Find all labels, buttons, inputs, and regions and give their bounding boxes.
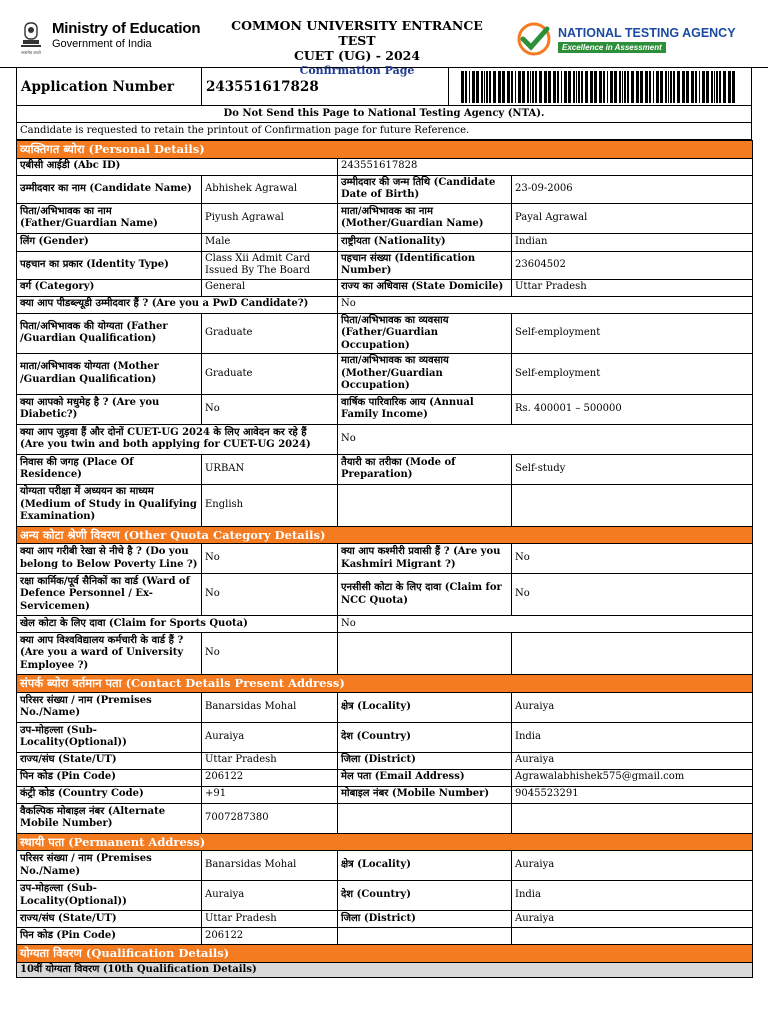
- ministry-title: Ministry of Education: [52, 20, 201, 37]
- field-value: Auraiya: [512, 911, 753, 928]
- field-label: निवास की जगह (Place Of Residence): [17, 454, 202, 484]
- field-value: Auraiya: [512, 752, 753, 769]
- field-value: No: [338, 296, 753, 313]
- field-label: मेल पता (Email Address): [338, 769, 512, 786]
- nta-check-icon: [514, 22, 554, 56]
- application-number-value: 243551617828: [202, 68, 449, 105]
- field-value: URBAN: [202, 454, 338, 484]
- field-value: 206122: [202, 769, 338, 786]
- table-row: [17, 313, 753, 354]
- table-row: [17, 175, 753, 203]
- table-row: [17, 251, 753, 279]
- field-value: No: [338, 616, 753, 633]
- field-label: मोबाइल नंबर (Mobile Number): [338, 786, 512, 803]
- table-row: [17, 786, 753, 803]
- field-label: उम्मीदवार का नाम (Candidate Name): [17, 175, 202, 203]
- table-row: [17, 803, 753, 833]
- field-label: देश (Country): [338, 722, 512, 752]
- field-value: Auraiya: [202, 722, 338, 752]
- field-value: India: [512, 881, 753, 911]
- field-label: लिंग (Gender): [17, 233, 202, 251]
- field-label: क्या आप जुड़वा हैं और दोनों CUET-UG 2024 के लिए आवेदन कर रहे हैं (Are you twin and both applying for CUET-UG 2024): [17, 424, 338, 454]
- table-row: [17, 574, 753, 616]
- field-label: एनसीसी कोटा के लिए दावा (Claim for NCC Quota): [338, 574, 512, 616]
- field-value: Auraiya: [512, 692, 753, 722]
- field-value: Graduate: [202, 354, 338, 395]
- field-label: क्या आप पीडब्ल्यूडी उम्मीदवार हैं ? (Are you a PwD Candidate?): [17, 296, 338, 313]
- field-label: क्या आप विश्वविद्यालय कर्मचारी के वार्ड हैं ? (Are you a ward of University Employee ?): [17, 633, 202, 675]
- field-value: Indian: [512, 233, 753, 251]
- field-label: पिता/अभिभावक की योग्यता (Father /Guardian Qualification): [17, 313, 202, 354]
- field-label: पहचान का प्रकार (Identity Type): [17, 251, 202, 279]
- field-value: India: [512, 722, 753, 752]
- table-row: [17, 279, 753, 296]
- field-value: Abhishek Agrawal: [202, 175, 338, 203]
- field-value: Piyush Agrawal: [202, 203, 338, 233]
- field-label: क्या आपको मधुमेह है ? (Are you Diabetic?): [17, 394, 202, 424]
- table-row: [17, 752, 753, 769]
- field-value: Agrawalabhishek575@gmail.com: [512, 769, 753, 786]
- table-row: [17, 851, 753, 881]
- field-label: राज्य/संघ (State/UT): [17, 752, 202, 769]
- ministry-logo: [18, 20, 200, 56]
- field-label: माता/अभिभावक का नाम (Mother/Guardian Name): [338, 203, 512, 233]
- svg-text:सत्यमेव जयते: सत्यमेव जयते: [21, 50, 41, 55]
- table-row: [17, 296, 753, 313]
- table-row: [17, 692, 753, 722]
- page-header: [0, 0, 768, 77]
- field-label: क्षेत्र (Locality): [338, 692, 512, 722]
- field-value: Uttar Pradesh: [202, 911, 338, 928]
- field-label: खेल कोटा के लिए दावा (Claim for Sports Quota): [17, 616, 338, 633]
- field-value: Auraiya: [512, 851, 753, 881]
- table-row: [17, 911, 753, 928]
- section-contact-present: संपर्क ब्योरा वर्तमान पता (Contact Details Present Address): [17, 675, 753, 693]
- field-value: Uttar Pradesh: [202, 752, 338, 769]
- application-number-label: Application Number: [17, 68, 202, 105]
- empty-cell: [512, 633, 753, 675]
- nta-logo: [514, 22, 736, 56]
- field-label: पिन कोड (Pin Code): [17, 769, 202, 786]
- field-label: क्या आप गरीबी रेखा से नीचे है ? (Do you belong to Below Poverty Line ?): [17, 544, 202, 574]
- table-row: [17, 928, 753, 945]
- ministry-subtitle: Government of India: [52, 38, 152, 50]
- field-label: जिला (District): [338, 752, 512, 769]
- table-row: [17, 484, 753, 526]
- section-10th-qualification: 10वीं योग्यता विवरण (10th Qualification Details): [17, 962, 753, 978]
- field-value: Rs. 400001 – 500000: [512, 394, 753, 424]
- field-value: Graduate: [202, 313, 338, 354]
- field-label: वैकल्पिक मोबाइल नंबर (Alternate Mobile Number): [17, 803, 202, 833]
- field-label: परिसर संख्या / नाम (Premises No./Name): [17, 851, 202, 881]
- field-value: English: [202, 484, 338, 526]
- field-label: देश (Country): [338, 881, 512, 911]
- field-value: 7007287380: [202, 803, 338, 833]
- table-row: [17, 616, 753, 633]
- field-label: पिता/अभिभावक का नाम (Father/Guardian Name): [17, 203, 202, 233]
- field-label: योग्यता परीक्षा में अध्ययन का माध्यम (Medium of Study in Qualifying Examination): [17, 484, 202, 526]
- field-label: राज्य का अधिवास (State Domicile): [338, 279, 512, 296]
- field-label: जिला (District): [338, 911, 512, 928]
- field-value: No: [338, 424, 753, 454]
- field-value: +91: [202, 786, 338, 803]
- field-value: Self-study: [512, 454, 753, 484]
- field-value: No: [202, 633, 338, 675]
- field-label: राष्ट्रीयता (Nationality): [338, 233, 512, 251]
- table-row: [17, 454, 753, 484]
- table-row: [17, 394, 753, 424]
- field-label: पिता/अभिभावक का व्यवसाय (Father/Guardian Occupation): [338, 313, 512, 354]
- page-title: Confirmation Page: [299, 64, 415, 77]
- nta-title: NATIONAL TESTING AGENCY: [558, 25, 736, 40]
- field-label: माता/अभिभावक का व्यवसाय (Mother/Guardian Occupation): [338, 354, 512, 395]
- empty-cell: [338, 484, 512, 526]
- field-label: एबीसी आईडी (Abc ID): [17, 158, 338, 175]
- empty-cell: [338, 633, 512, 675]
- field-value: Class Xii Admit Card Issued By The Board: [202, 251, 338, 279]
- field-label: कंट्री कोड (Country Code): [17, 786, 202, 803]
- field-label: पिन कोड (Pin Code): [17, 928, 202, 945]
- field-value: 9045523291: [512, 786, 753, 803]
- field-label: तैयारी का तरीका (Mode of Preparation): [338, 454, 512, 484]
- empty-cell: [338, 803, 512, 833]
- barcode: [449, 68, 751, 105]
- field-label: राज्य/संघ (State/UT): [17, 911, 202, 928]
- table-row: [17, 769, 753, 786]
- field-label: रक्षा कार्मिक/पूर्व सैनिकों का वार्ड (Ward of Defence Personnel / Ex-Servicemen): [17, 574, 202, 616]
- empty-cell: [338, 928, 512, 945]
- retain-note: Candidate is requested to retain the printout of Confirmation page for future Reference.: [16, 123, 752, 140]
- field-label: उप-मोहल्ला (Sub-Locality(Optional)): [17, 722, 202, 752]
- field-value: Banarsidas Mohal: [202, 851, 338, 881]
- field-value: No: [202, 394, 338, 424]
- nta-tagline: Excellence in Assessment: [558, 42, 666, 53]
- table-row: [17, 633, 753, 675]
- field-value: Payal Agrawal: [512, 203, 753, 233]
- field-value: Self-employment: [512, 313, 753, 354]
- field-value: 243551617828: [338, 158, 753, 175]
- section-permanent-address: स्थायी पता (Permanent Address): [17, 833, 753, 851]
- field-label: पहचान संख्या (Identification Number): [338, 251, 512, 279]
- field-value: 23-09-2006: [512, 175, 753, 203]
- field-label: उप-मोहल्ला (Sub-Locality(Optional)): [17, 881, 202, 911]
- field-label: क्षेत्र (Locality): [338, 851, 512, 881]
- table-row: [17, 354, 753, 395]
- field-label: परिसर संख्या / नाम (Premises No./Name): [17, 692, 202, 722]
- table-row: [17, 424, 753, 454]
- field-value: No: [202, 544, 338, 574]
- table-row: [17, 881, 753, 911]
- table-row: [17, 158, 753, 175]
- table-row: [17, 233, 753, 251]
- field-label: माता/अभिभावक योग्यता (Mother /Guardian Qualification): [17, 354, 202, 395]
- empty-cell: [512, 803, 753, 833]
- section-other-quota: अन्य कोटा श्रेणी विवरण (Other Quota Category Details): [17, 526, 753, 544]
- table-row: [17, 544, 753, 574]
- field-label: क्या आप कश्मीरी प्रवासी हैं ? (Are you Kashmiri Migrant ?): [338, 544, 512, 574]
- empty-cell: [512, 484, 753, 526]
- field-value: 206122: [202, 928, 338, 945]
- field-value: No: [512, 574, 753, 616]
- application-number-row: [16, 68, 752, 106]
- field-value: General: [202, 279, 338, 296]
- field-value: Uttar Pradesh: [512, 279, 753, 296]
- section-personal-details: व्यक्तिगत ब्योरा (Personal Details): [17, 141, 753, 159]
- field-value: 23604502: [512, 251, 753, 279]
- field-value: Self-employment: [512, 354, 753, 395]
- field-label: वार्षिक पारिवारिक आय (Annual Family Income): [338, 394, 512, 424]
- exam-subtitle: CUET (UG) - 2024: [293, 48, 421, 63]
- section-qualification: योग्यता विवरण (Qualification Details): [17, 945, 753, 963]
- national-emblem-icon: [18, 20, 44, 56]
- field-value: Male: [202, 233, 338, 251]
- field-value: Banarsidas Mohal: [202, 692, 338, 722]
- field-value: Auraiya: [202, 881, 338, 911]
- barcode-icon: [461, 71, 737, 103]
- empty-cell: [512, 928, 753, 945]
- field-value: No: [512, 544, 753, 574]
- field-value: No: [202, 574, 338, 616]
- notice-text: Do Not Send this Page to National Testing Agency (NTA).: [16, 106, 752, 123]
- field-label: वर्ग (Category): [17, 279, 202, 296]
- exam-title: COMMON UNIVERSITY ENTRANCE TEST: [231, 18, 483, 48]
- field-label: उम्मीदवार की जन्म तिथि (Candidate Date of Birth): [338, 175, 512, 203]
- details-table: [16, 140, 753, 978]
- table-row: [17, 203, 753, 233]
- table-row: [17, 722, 753, 752]
